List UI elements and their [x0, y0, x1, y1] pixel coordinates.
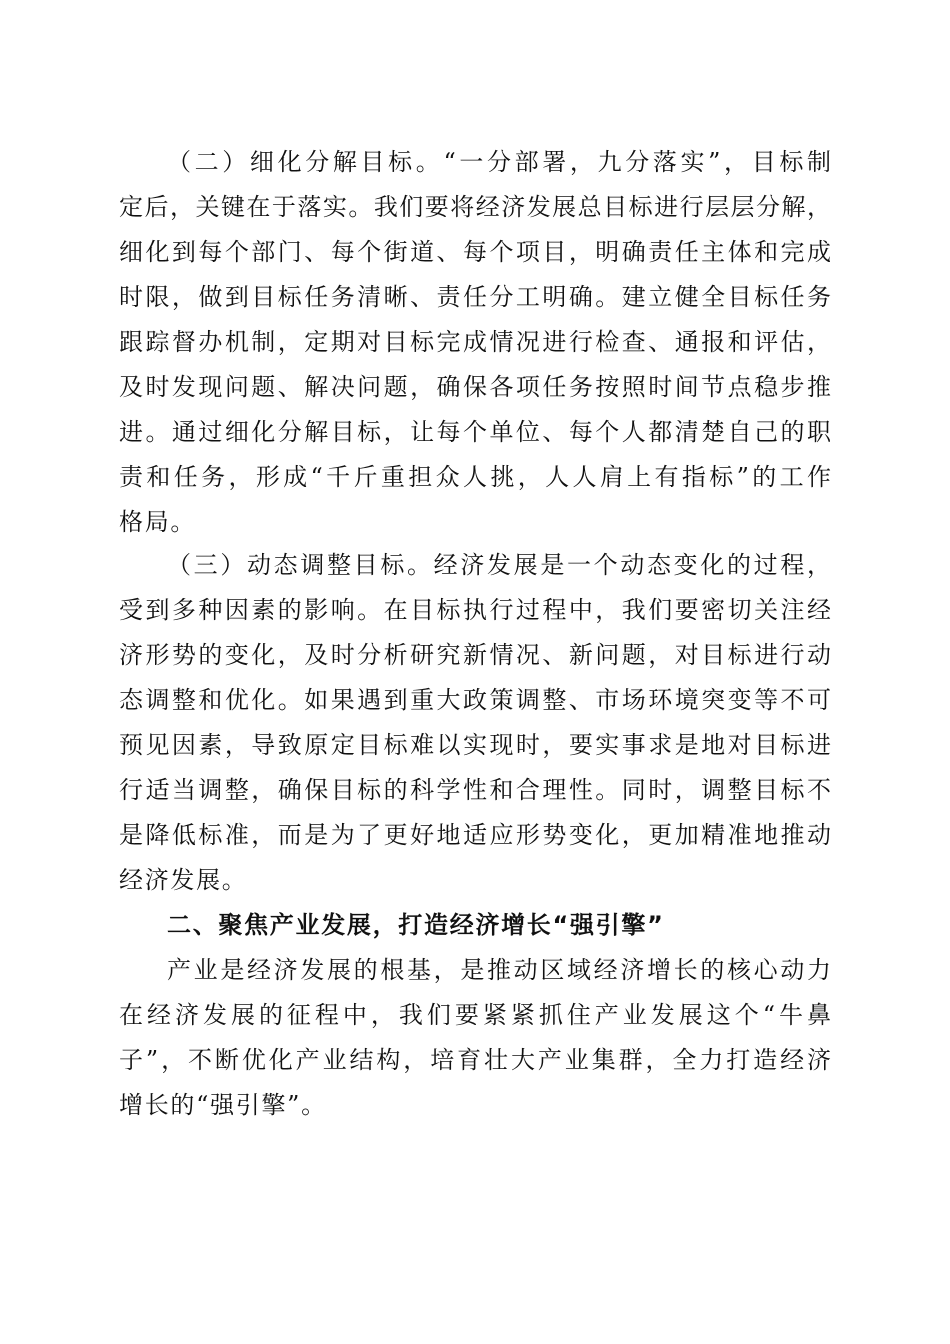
- paragraph-line: 增长的“强引擎”。: [119, 1091, 327, 1119]
- paragraph-line: 进。通过细化分解目标，让每个单位、每个人都清楚自己的职: [119, 418, 831, 446]
- paragraph-line: （三）动态调整目标。经济发展是一个动态变化的过程，: [167, 551, 831, 579]
- paragraph-line: 行适当调整，确保目标的科学性和合理性。同时，调整目标不: [119, 776, 831, 804]
- paragraph-line: 定后，关键在于落实。我们要将经济发展总目标进行层层分解，: [119, 193, 831, 221]
- paragraph-line: 预见因素，导致原定目标难以实现时，要实事求是地对目标进: [119, 731, 831, 759]
- paragraph-line: 细化到每个部门、每个街道、每个项目，明确责任主体和完成: [119, 238, 831, 266]
- paragraph-line: 产业是经济发展的根基，是推动区域经济增长的核心动力: [167, 956, 831, 984]
- paragraph-line: 是降低标准，而是为了更好地适应形势变化，更加精准地推动: [119, 821, 831, 849]
- paragraph-line: 在经济发展的征程中，我们要紧紧抓住产业发展这个“牛鼻: [119, 1001, 831, 1029]
- paragraph-line: 跟踪督办机制，定期对目标完成情况进行检查、通报和评估，: [119, 328, 831, 356]
- paragraph-line: 及时发现问题、解决问题，确保各项任务按照时间节点稳步推: [119, 373, 831, 401]
- paragraph-line: 格局。: [119, 508, 197, 536]
- paragraph-line: 受到多种因素的影响。在目标执行过程中，我们要密切关注经: [119, 596, 831, 624]
- paragraph-line: 责和任务，形成“千斤重担众人挑，人人肩上有指标”的工作: [119, 463, 831, 491]
- section-heading: 二、聚焦产业发展，打造经济增长“强引擎”: [167, 911, 665, 939]
- paragraph-line: 济形势的变化，及时分析研究新情况、新问题，对目标进行动: [119, 641, 831, 669]
- paragraph-line: 时限，做到目标任务清晰、责任分工明确。建立健全目标任务: [119, 283, 831, 311]
- paragraph-line: 子”，不断优化产业结构，培育壮大产业集群，全力打造经济: [119, 1046, 831, 1074]
- paragraph-line: 经济发展。: [119, 866, 248, 894]
- paragraph-line: 态调整和优化。如果遇到重大政策调整、市场环境突变等不可: [119, 686, 831, 714]
- paragraph-line: （二）细化分解目标。“一分部署，九分落实”，目标制: [167, 148, 831, 176]
